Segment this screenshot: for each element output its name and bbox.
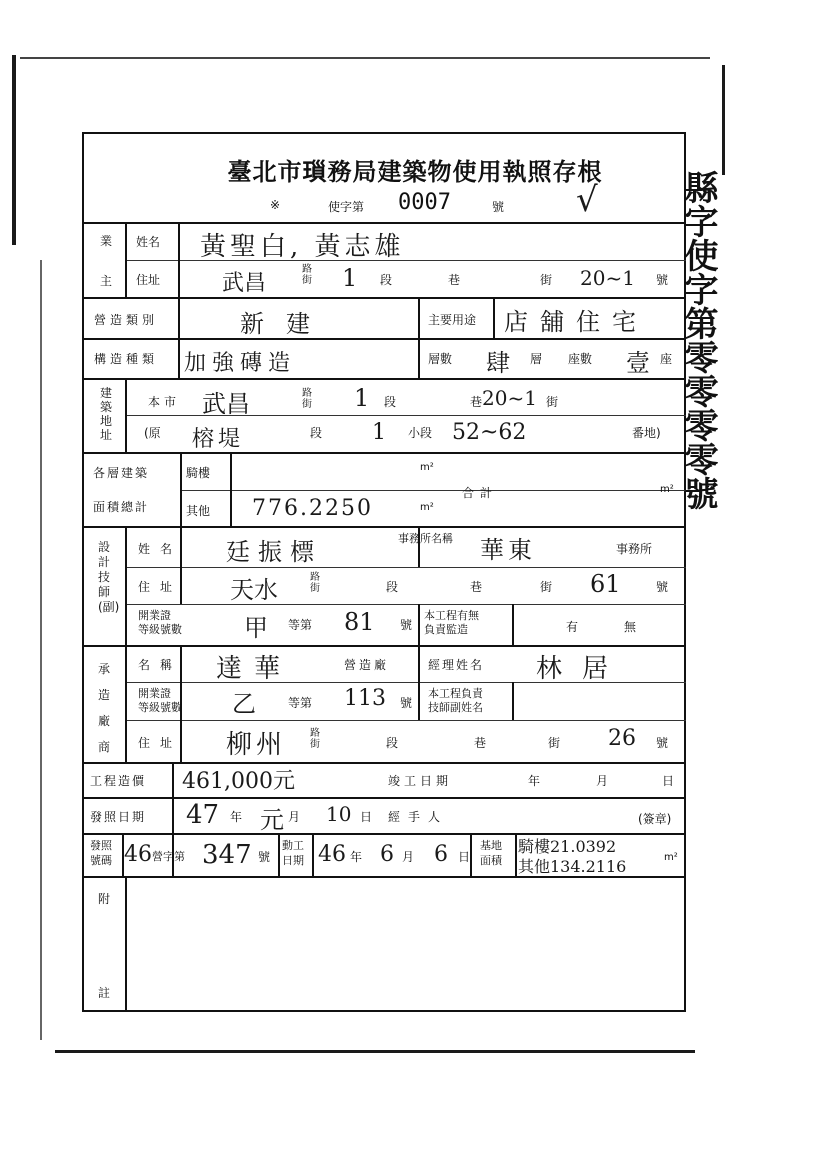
site-orig-label: (原 <box>144 426 161 440</box>
designer-section-label: 段 <box>386 580 399 594</box>
structure-value: 加強磚造 <box>184 351 297 376</box>
contractor-factory-label: 營造廠 <box>344 658 390 672</box>
site-orig-area: 榕堤 <box>192 427 245 452</box>
start-label-1: 動工 <box>282 839 304 852</box>
owner-street-label: 街 <box>540 273 553 287</box>
owner-name-value: 黃聖白, 黃志雄 <box>200 232 405 262</box>
permit-prefix: 使字第 <box>328 200 365 214</box>
site-orig-section-label: 段 <box>310 426 323 440</box>
floors-value: 肆 <box>486 349 510 377</box>
designer-grade-label: 等第 <box>288 618 313 632</box>
type-label: 營造類別 <box>94 313 159 327</box>
contractor-name-label: 名稱 <box>138 658 183 672</box>
permit-no-year: 46 <box>124 842 152 867</box>
use-label: 主要用途 <box>428 313 477 327</box>
contractor-addr-road: 柳州 <box>226 730 287 760</box>
blocks-value: 壹 <box>626 349 650 377</box>
designer-supervise-label-1: 本工程有無 <box>424 609 479 622</box>
owner-addr-section: 1 <box>342 264 358 292</box>
designer-license-no-label: 號 <box>400 618 413 632</box>
contractor-license-grade: 乙 <box>232 690 256 718</box>
scan-edge-left-lower <box>40 260 42 1040</box>
contractor-tech-label-2: 技師副姓名 <box>428 701 483 714</box>
margin-handwriting: 縣字使字第零零零零號 <box>678 170 718 510</box>
contractor-license-label-1: 開業證 <box>138 687 171 700</box>
start-day-label: 日 <box>458 850 471 864</box>
site-subsection-label: 小段 <box>408 426 433 440</box>
contractor-manager-label: 經理姓名 <box>428 658 485 672</box>
contractor-name-value: 達華 <box>216 654 293 684</box>
start-month-label: 月 <box>402 850 415 864</box>
contractor-no-label: 號 <box>656 736 669 750</box>
permit-no-prefix: 營字第 <box>152 850 185 863</box>
issue-year-label: 年 <box>230 810 243 824</box>
contractor-street-label: 街 <box>548 736 561 750</box>
site-lot: 52~62 <box>452 420 527 445</box>
contractor-section-label: 段 <box>386 736 399 750</box>
designer-license-label-1: 開業證 <box>138 609 171 622</box>
site-street-label: 街 <box>546 395 559 409</box>
blocks-label: 座數 <box>568 352 593 366</box>
scan-edge-left <box>12 55 16 245</box>
permit-no-suffix: 號 <box>258 850 271 864</box>
floors-unit: 層 <box>530 352 543 366</box>
contractor-addr-no: 26 <box>608 726 636 751</box>
designer-lane-label: 巷 <box>470 580 483 594</box>
designer-supervise-label-2: 負責監造 <box>424 623 468 636</box>
owner-road-label: 路街 <box>302 264 312 286</box>
notes-label-2: 註 <box>98 986 111 1000</box>
base-other-line: 其他134.2116 <box>518 857 627 876</box>
owner-name-label: 姓名 <box>136 235 161 249</box>
sign-label: (簽章) <box>638 812 672 826</box>
use-value: 店舖住宅 <box>504 308 648 336</box>
designer-side-label: 設計技師(副) <box>98 540 120 614</box>
contractor-license-no-label: 號 <box>400 696 413 710</box>
area-unit-1: m² <box>420 462 434 473</box>
start-label-2: 日期 <box>282 854 304 867</box>
designer-office-suffix: 事務所 <box>616 542 653 556</box>
designer-addr-road: 天水 <box>230 576 278 604</box>
area-label-2: 面積總計 <box>93 500 150 514</box>
area-other-label: 其他 <box>186 504 211 518</box>
designer-name-label: 姓名 <box>138 542 183 556</box>
contractor-road-label: 路街 <box>310 728 320 750</box>
site-lot-label: 番地) <box>632 426 661 440</box>
blocks-unit: 座 <box>660 352 673 366</box>
site-road-label: 路街 <box>302 388 312 410</box>
owner-side-label-2: 主 <box>100 274 113 288</box>
cost-value: 461,000元 <box>182 769 295 794</box>
site-section-label: 段 <box>384 395 397 409</box>
completion-label: 竣工日期 <box>388 774 453 788</box>
completion-year-label: 年 <box>528 774 541 788</box>
designer-road-label: 路街 <box>310 572 320 594</box>
floors-label: 層數 <box>428 352 453 366</box>
site-section: 1 <box>354 384 370 412</box>
start-year-label: 年 <box>350 850 363 864</box>
permit-number: 0007 <box>398 190 451 215</box>
area-unit-2: m² <box>420 502 434 513</box>
site-lane-label: 巷 <box>470 395 483 409</box>
completion-day-label: 日 <box>662 774 675 788</box>
issue-day: 10 <box>326 802 352 826</box>
designer-street-label: 街 <box>540 580 553 594</box>
contractor-side-label: 承造廠商 <box>98 662 111 754</box>
start-day: 6 <box>434 842 448 867</box>
site-city-label: 本市 <box>148 395 181 409</box>
designer-has-label: 有 <box>566 620 579 634</box>
contractor-license-label-2: 等級號數 <box>138 701 182 714</box>
issue-year: 47 <box>186 800 220 830</box>
scan-edge-top <box>20 57 710 59</box>
contractor-lane-label: 巷 <box>474 736 487 750</box>
owner-addr-no: 20~1 <box>580 266 635 290</box>
base-arcade-line: 騎樓21.0392 <box>518 837 617 856</box>
permit-stamp: ※ <box>270 198 281 212</box>
designer-office-value: 華東 <box>480 536 536 564</box>
contractor-addr-label: 住址 <box>138 736 183 750</box>
designer-license-grade: 甲 <box>244 614 268 642</box>
contractor-grade-label: 等第 <box>288 696 313 710</box>
scan-edge-bottom <box>55 1050 695 1053</box>
base-label-1: 基地 <box>480 839 502 852</box>
handler-label: 經手人 <box>388 810 449 824</box>
structure-label: 構造種類 <box>94 352 159 366</box>
designer-no-label: 號 <box>656 580 669 594</box>
check-mark: √ <box>576 180 598 220</box>
permit-no-number: 347 <box>202 840 252 870</box>
area-unit-3: m² <box>660 484 674 495</box>
start-month: 6 <box>380 842 394 867</box>
area-other-value: 776.2250 <box>252 496 373 521</box>
designer-addr-label: 住址 <box>138 580 183 594</box>
permit-suffix: 號 <box>492 200 505 214</box>
type-value: 新建 <box>240 310 332 338</box>
completion-month-label: 月 <box>596 774 609 788</box>
area-total-label: 合計 <box>462 486 499 500</box>
area-arcade-label: 騎樓 <box>186 466 211 480</box>
owner-addr-road: 武昌 <box>222 271 267 296</box>
owner-lane-label: 巷 <box>448 273 461 287</box>
designer-none-label: 無 <box>624 620 637 634</box>
issue-month: 元 <box>260 806 284 834</box>
owner-no-label: 號 <box>656 273 669 287</box>
permit-no-label-1: 發照 <box>90 839 112 852</box>
base-label-2: 面積 <box>480 854 502 867</box>
area-label-1: 各層建築 <box>93 466 150 480</box>
site-road: 武昌 <box>202 390 250 418</box>
page-title: 臺北市𤨏務局建築物使用執照存根 <box>227 157 603 186</box>
contractor-manager-value: 林居 <box>536 654 629 684</box>
issue-day-label: 日 <box>360 810 373 824</box>
owner-addr-label: 住址 <box>136 273 161 287</box>
designer-license-label-2: 等級號數 <box>138 623 182 636</box>
contractor-license-no: 113 <box>344 686 386 711</box>
site-side-label: 建築地址 <box>100 386 113 442</box>
site-orig-section: 1 <box>372 420 386 445</box>
designer-license-no: 81 <box>344 608 375 636</box>
site-lane-value: 20~1 <box>482 386 537 410</box>
permit-no-label-2: 號碼 <box>90 854 112 867</box>
contractor-tech-label-1: 本工程負責 <box>428 687 483 700</box>
cost-label: 工程造價 <box>90 774 147 788</box>
base-unit: m² <box>664 852 678 863</box>
start-year: 46 <box>318 842 346 867</box>
notes-label-1: 附 <box>98 892 111 906</box>
designer-name-value: 廷振標 <box>226 538 322 566</box>
designer-addr-no: 61 <box>590 570 621 598</box>
designer-office-label: 事務所名稱 <box>398 532 453 545</box>
issue-label: 發照日期 <box>90 810 147 824</box>
owner-side-label-1: 業 <box>100 234 113 248</box>
issue-month-label: 月 <box>288 810 301 824</box>
owner-section-label: 段 <box>380 273 393 287</box>
